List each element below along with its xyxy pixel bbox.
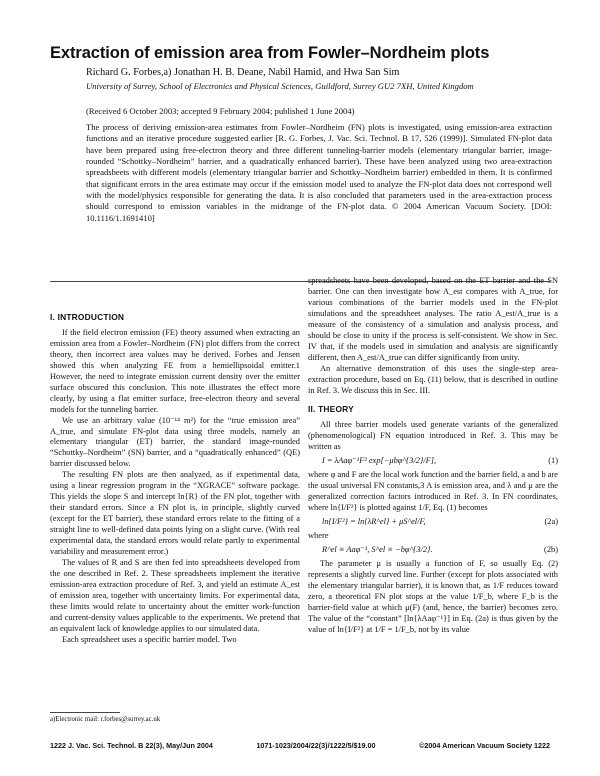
equation-2b xyxy=(308,545,558,556)
equation-number: (1) xyxy=(548,456,558,466)
paragraph: where φ and F are the local work function and the barrier field, a and b are the usual universal FN constants,3 A is emission area, and λ and μ are the generalized correction factors introduced in Ref. 3. In FN coordinates, where ln{I/F²} is plotted against 1/F, Eq. (1) becomes xyxy=(308,470,558,513)
paragraph: An alternative demonstration of this uses the single-step area-extraction procedure, based on Eq. (11) below, that is described in outline in Ref. 3. We discuss this in Sec. III. xyxy=(308,363,558,395)
paragraph: All three barrier models used generate variants of the generalized (phenomenological) FN equation introduced in Ref. 3. This may be written as xyxy=(308,420,558,452)
footer-code: 1071-1023/2004/22(3)/1222/5/$19.00 xyxy=(256,741,376,750)
paragraph: The parameter μ is usually a function of F, so usually Eq. (2) represents a slightly curved line. Further (except for plots associated with the elementary triangular barrier), it is known that, as 1/F reduces toward zero, a theoretical FN plot stops at the value 1/F_b, where F_b is the barrier-field value at which μ(F) (and, hence, the barrier) becomes zero. The value of the “constant” [ln{λAaφ⁻¹}] in Eq. (2a) is thus given by the value of ln{I/F²} at 1/F = 1/F_b, not by its value xyxy=(308,558,558,634)
paragraph: where xyxy=(308,531,329,541)
abstract: The process of deriving emission-area estimates from Fowler–Nordheim (FN) plots is investigated, using emission-area extraction functions and an iterative procedure suggested earlier [R. G. Forbes, J. Vac. Sci. Technol. B 17, 526 (1999)]. Simulated FN-plot data have been prepared using free-electron theory and three different tunneling-barrier models (elementary triangular barrier, image-rounded “Schottky–Nordheim” barrier, and a quadratically enhanced barrier). These have been analyzed using two area-extraction spreadsheets with different models (elementary triangular barrier and Schottky–Nordheim barrier) embedded in them. It is confirmed that significant errors in the area estimate may occur if the emission model used to analyze the FN-plot data does not correspond well with the model/physics responsible for generating the data. It is also concluded that parameters used in the area-extraction process should correspond to emission variables in the midrange of the FN-plot data. © 2004 American Vacuum Society. [DOI: 10.1116/1.1691410] xyxy=(86,122,552,223)
affiliation: University of Surrey, School of Electronics and Physical Sciences, Guildford, Surrey GU2 7XH, United Kingdom xyxy=(86,81,474,91)
equation-number: (2a) xyxy=(544,517,558,527)
footnote: a)Electronic mail: r.forbes@surrey.ac.uk xyxy=(50,716,161,723)
equation-number: (2b) xyxy=(544,544,558,554)
section-heading-theory: II. THEORY xyxy=(308,404,354,415)
left-column xyxy=(50,290,300,646)
page-footer xyxy=(50,741,550,750)
equation-body: I = λAaφ⁻¹F² exp[−μbφ^{3/2}/F], xyxy=(322,456,437,466)
equation-1 xyxy=(308,456,558,467)
paragraph: The resulting FN plots are then analyzed, as if experimental data, using a linear regression program in the “XGRACE” software package. This yields the slope S and intercept ln{R} of the FN plot, together with their standard errors. Since a FN plot is, in principle, slightly curved (except for the ET barrier), these standard errors relate to the fitting of a straight line to well-defined data points lying on a slight curve. (With real experimental data, the standard errors would relate partly to experimental variability and measurement error.) xyxy=(50,470,300,557)
footer-copyright: ©2004 American Vacuum Society 1222 xyxy=(419,741,550,750)
author-list: Richard G. Forbes,a) Jonathan H. B. Deane, Nabil Hamid, and Hwa San Sim xyxy=(86,67,400,78)
paragraph: Each spreadsheet uses a specific barrier model. Two xyxy=(62,634,237,644)
paper-title: Extraction of emission area from Fowler–Nordheim plots xyxy=(50,44,490,62)
equation-body: ln{I/F²} = ln{λR^el} + μS^el/F, xyxy=(322,517,426,527)
footer-journal: 1222 J. Vac. Sci. Technol. B 22(3), May/Jun 2004 xyxy=(50,741,213,750)
paragraph: The values of R and S are then fed into spreadsheets developed from the one described in Ref. 2. These spreadsheets implement the iterative emission-area extraction procedure of Ref. 3, and yield an estimate A_est of emission area, together with uncertainty limits. For experimental data, these limits would relate to uncertainty about the emitter work-function and current-density values applicable to the experiments. We pretend that an equivalent lack of knowledge applies to our simulated data. xyxy=(50,557,300,633)
right-column xyxy=(308,276,558,636)
paragraph: spreadsheets have been developed, based on the ET barrier and the SN barrier. One can then investigate how A_est compares with A_true, for various combinations of the barrier models used in the FN-plot simulations and the spreadsheet analyses. The ratio A_est/A_true is a measure of the consistency of a simulation and analysis process, and should be close to unity if the process is self-consistent. We show in Sec. IV that, if the models used in simulation and analysis are significantly different, then A_est/A_true can differ significantly from unity. xyxy=(308,276,558,362)
paragraph: If the field electron emission (FE) theory assumed when extracting an emission area from a Fowler–Nordheim (FN) plot differs from the correct theory, then incorrect area values may be derived. Forbes and Jensen showed this when analyzing FE from a hemiellipsoidal emitter.1 However, the need to integrate emission current density over the emitter surface obscured this conclusion. This note illustrates the effect more clearly, by using a flat emitter surface, free-electron theory and several models for the tunneling barrier. xyxy=(50,327,300,414)
footnote-divider xyxy=(50,712,120,713)
paragraph: We use an arbitrary value (10⁻¹⁴ m²) for the “true emission area” A_true, and simulate FN-plot data using three models, namely an elementary triangular (ET) barrier, the standard image-rounded “Schottky–Nordheim” (SN) barrier, and a “quadratically enhanced” (QE) barrier discussed below. xyxy=(50,415,300,469)
equation-body: R^el ≡ Aaφ⁻¹, S^el ≡ −bφ^{3/2}. xyxy=(322,544,433,554)
received-dates: (Received 6 October 2003; accepted 9 February 2004; published 1 June 2004) xyxy=(86,106,355,116)
section-heading-introduction: I. INTRODUCTION xyxy=(50,312,125,322)
equation-2a xyxy=(308,517,558,528)
